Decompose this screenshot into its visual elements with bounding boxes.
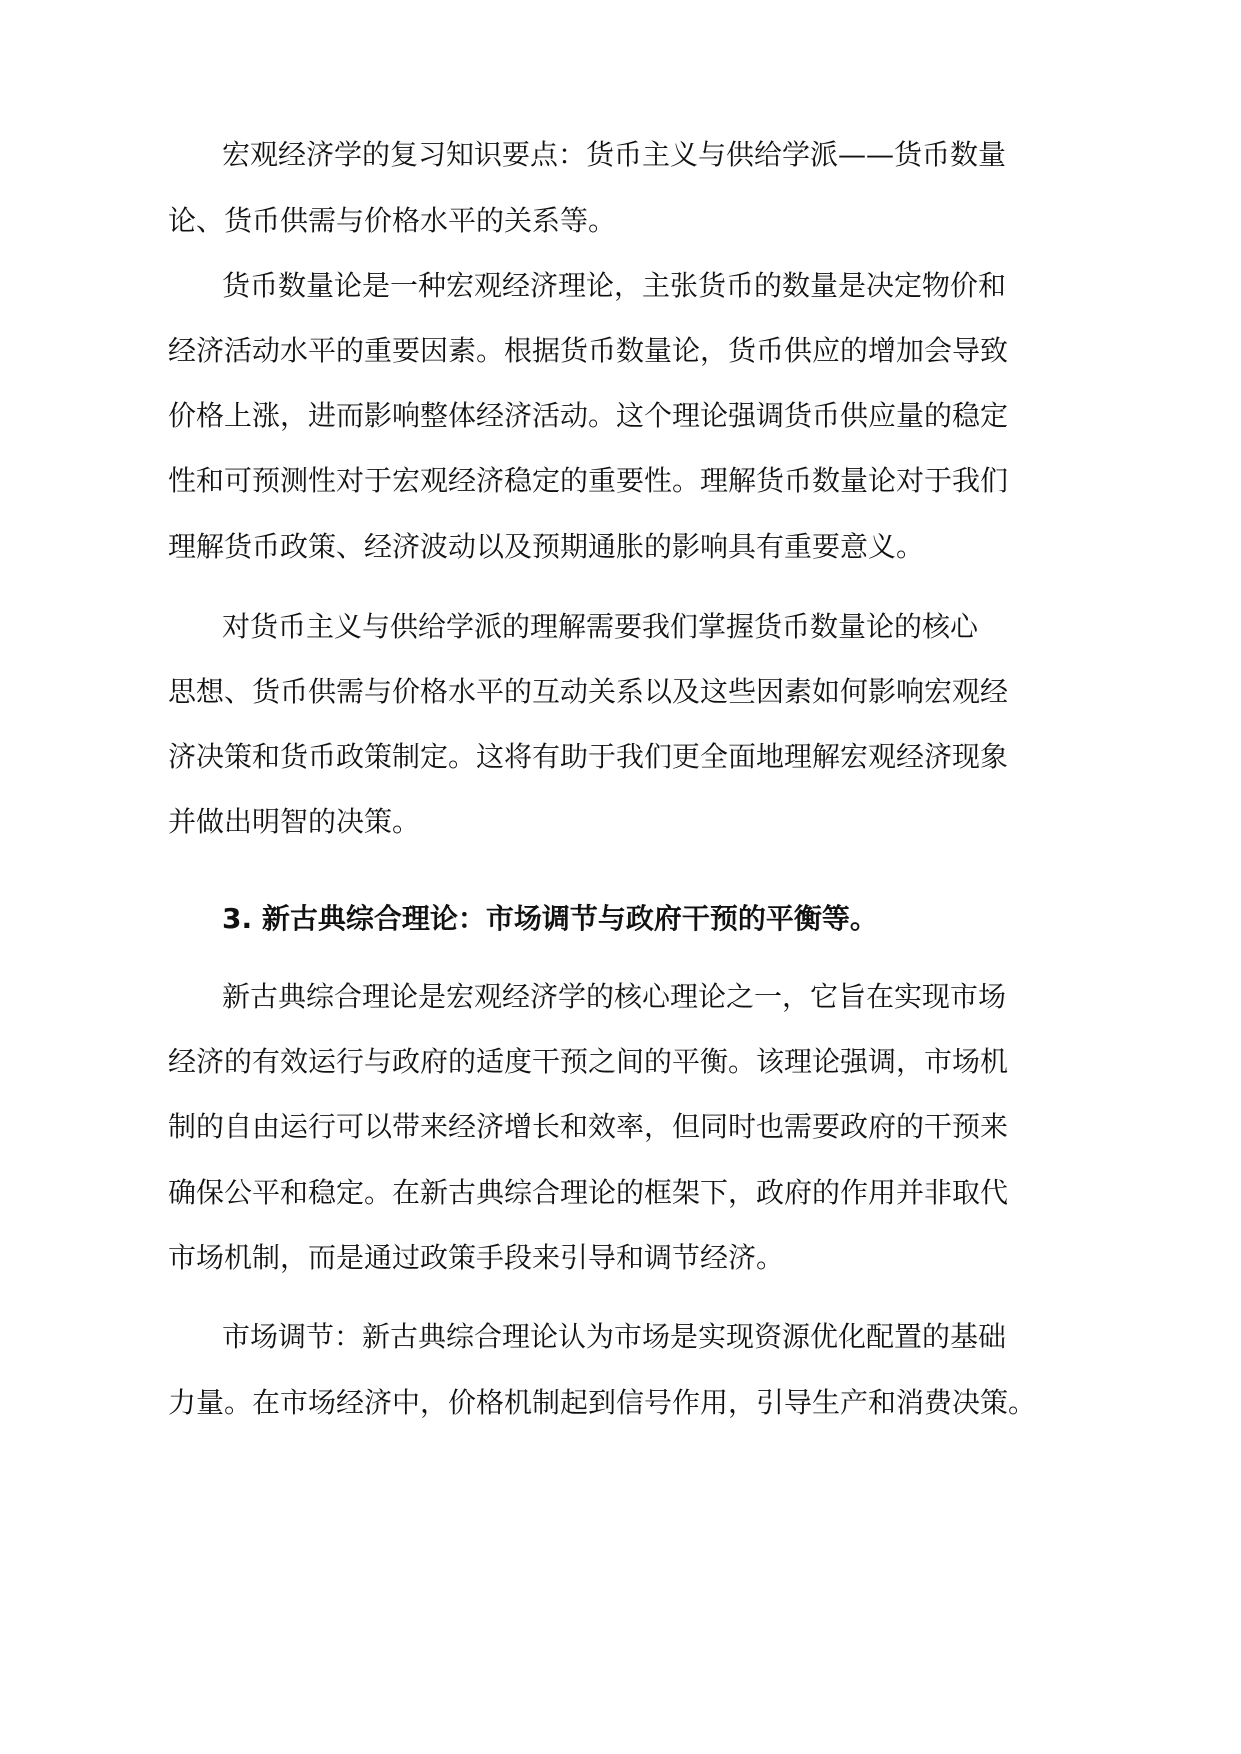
line-text: 新古典综合理论是宏观经济学的核心理论之一，它旨在实现市场 xyxy=(222,980,1007,1013)
line-text: 力量。在市场经济中，价格机制起到信号作用，引导生产和消费决策。 xyxy=(168,1386,1037,1419)
line-text: 经济活动水平的重要因素。根据货币数量论，货币供应的增加会导致 xyxy=(168,334,1009,367)
line-text: 思想、货币供需与价格水平的互动关系以及这些因素如何影响宏观经 xyxy=(168,675,1009,708)
text-line xyxy=(0,607,1241,647)
text-line xyxy=(0,396,1241,436)
line-text: 经济的有效运行与政府的适度干预之间的平衡。该理论强调，市场机 xyxy=(168,1045,1009,1078)
line-text: 市场机制，而是通过政策手段来引导和调节经济。 xyxy=(168,1241,785,1274)
heading-text: 3. 新古典综合理论：市场调节与政府干预的平衡等。 xyxy=(222,902,878,935)
line-text: 并做出明智的决策。 xyxy=(168,805,421,838)
text-line xyxy=(0,266,1241,306)
line-text: 确保公平和稳定。在新古典综合理论的框架下，政府的作用并非取代 xyxy=(168,1176,1009,1209)
text-line xyxy=(0,1383,1241,1423)
text-line xyxy=(0,331,1241,371)
section-heading xyxy=(0,899,1241,939)
line-text: 货币数量论是一种宏观经济理论，主张货币的数量是决定物价和 xyxy=(222,269,1007,302)
line-text: 济决策和货币政策制定。这将有助于我们更全面地理解宏观经济现象 xyxy=(168,740,1009,773)
text-line xyxy=(0,1042,1241,1082)
line-text: 宏观经济学的复习知识要点：货币主义与供给学派——货币数量 xyxy=(222,138,1007,171)
text-line xyxy=(0,1173,1241,1213)
text-line xyxy=(0,527,1241,567)
text-line xyxy=(0,802,1241,842)
line-text: 性和可预测性对于宏观经济稳定的重要性。理解货币数量论对于我们 xyxy=(168,464,1009,497)
text-line xyxy=(0,672,1241,712)
line-text: 理解货币政策、经济波动以及预期通胀的影响具有重要意义。 xyxy=(168,530,925,563)
line-text: 对货币主义与供给学派的理解需要我们掌握货币数量论的核心 xyxy=(222,610,979,643)
line-text: 价格上涨，进而影响整体经济活动。这个理论强调货币供应量的稳定 xyxy=(168,399,1009,432)
text-line xyxy=(0,737,1241,777)
text-line xyxy=(0,1238,1241,1278)
text-line xyxy=(0,1107,1241,1147)
line-text: 市场调节：新古典综合理论认为市场是实现资源优化配置的基础 xyxy=(222,1320,1007,1353)
text-line xyxy=(0,461,1241,501)
text-line xyxy=(0,1317,1241,1357)
line-text: 制的自由运行可以带来经济增长和效率，但同时也需要政府的干预来 xyxy=(168,1110,1009,1143)
text-line xyxy=(0,977,1241,1017)
line-text: 论、货币供需与价格水平的关系等。 xyxy=(168,204,617,237)
text-line xyxy=(0,201,1241,241)
text-line xyxy=(0,135,1241,175)
